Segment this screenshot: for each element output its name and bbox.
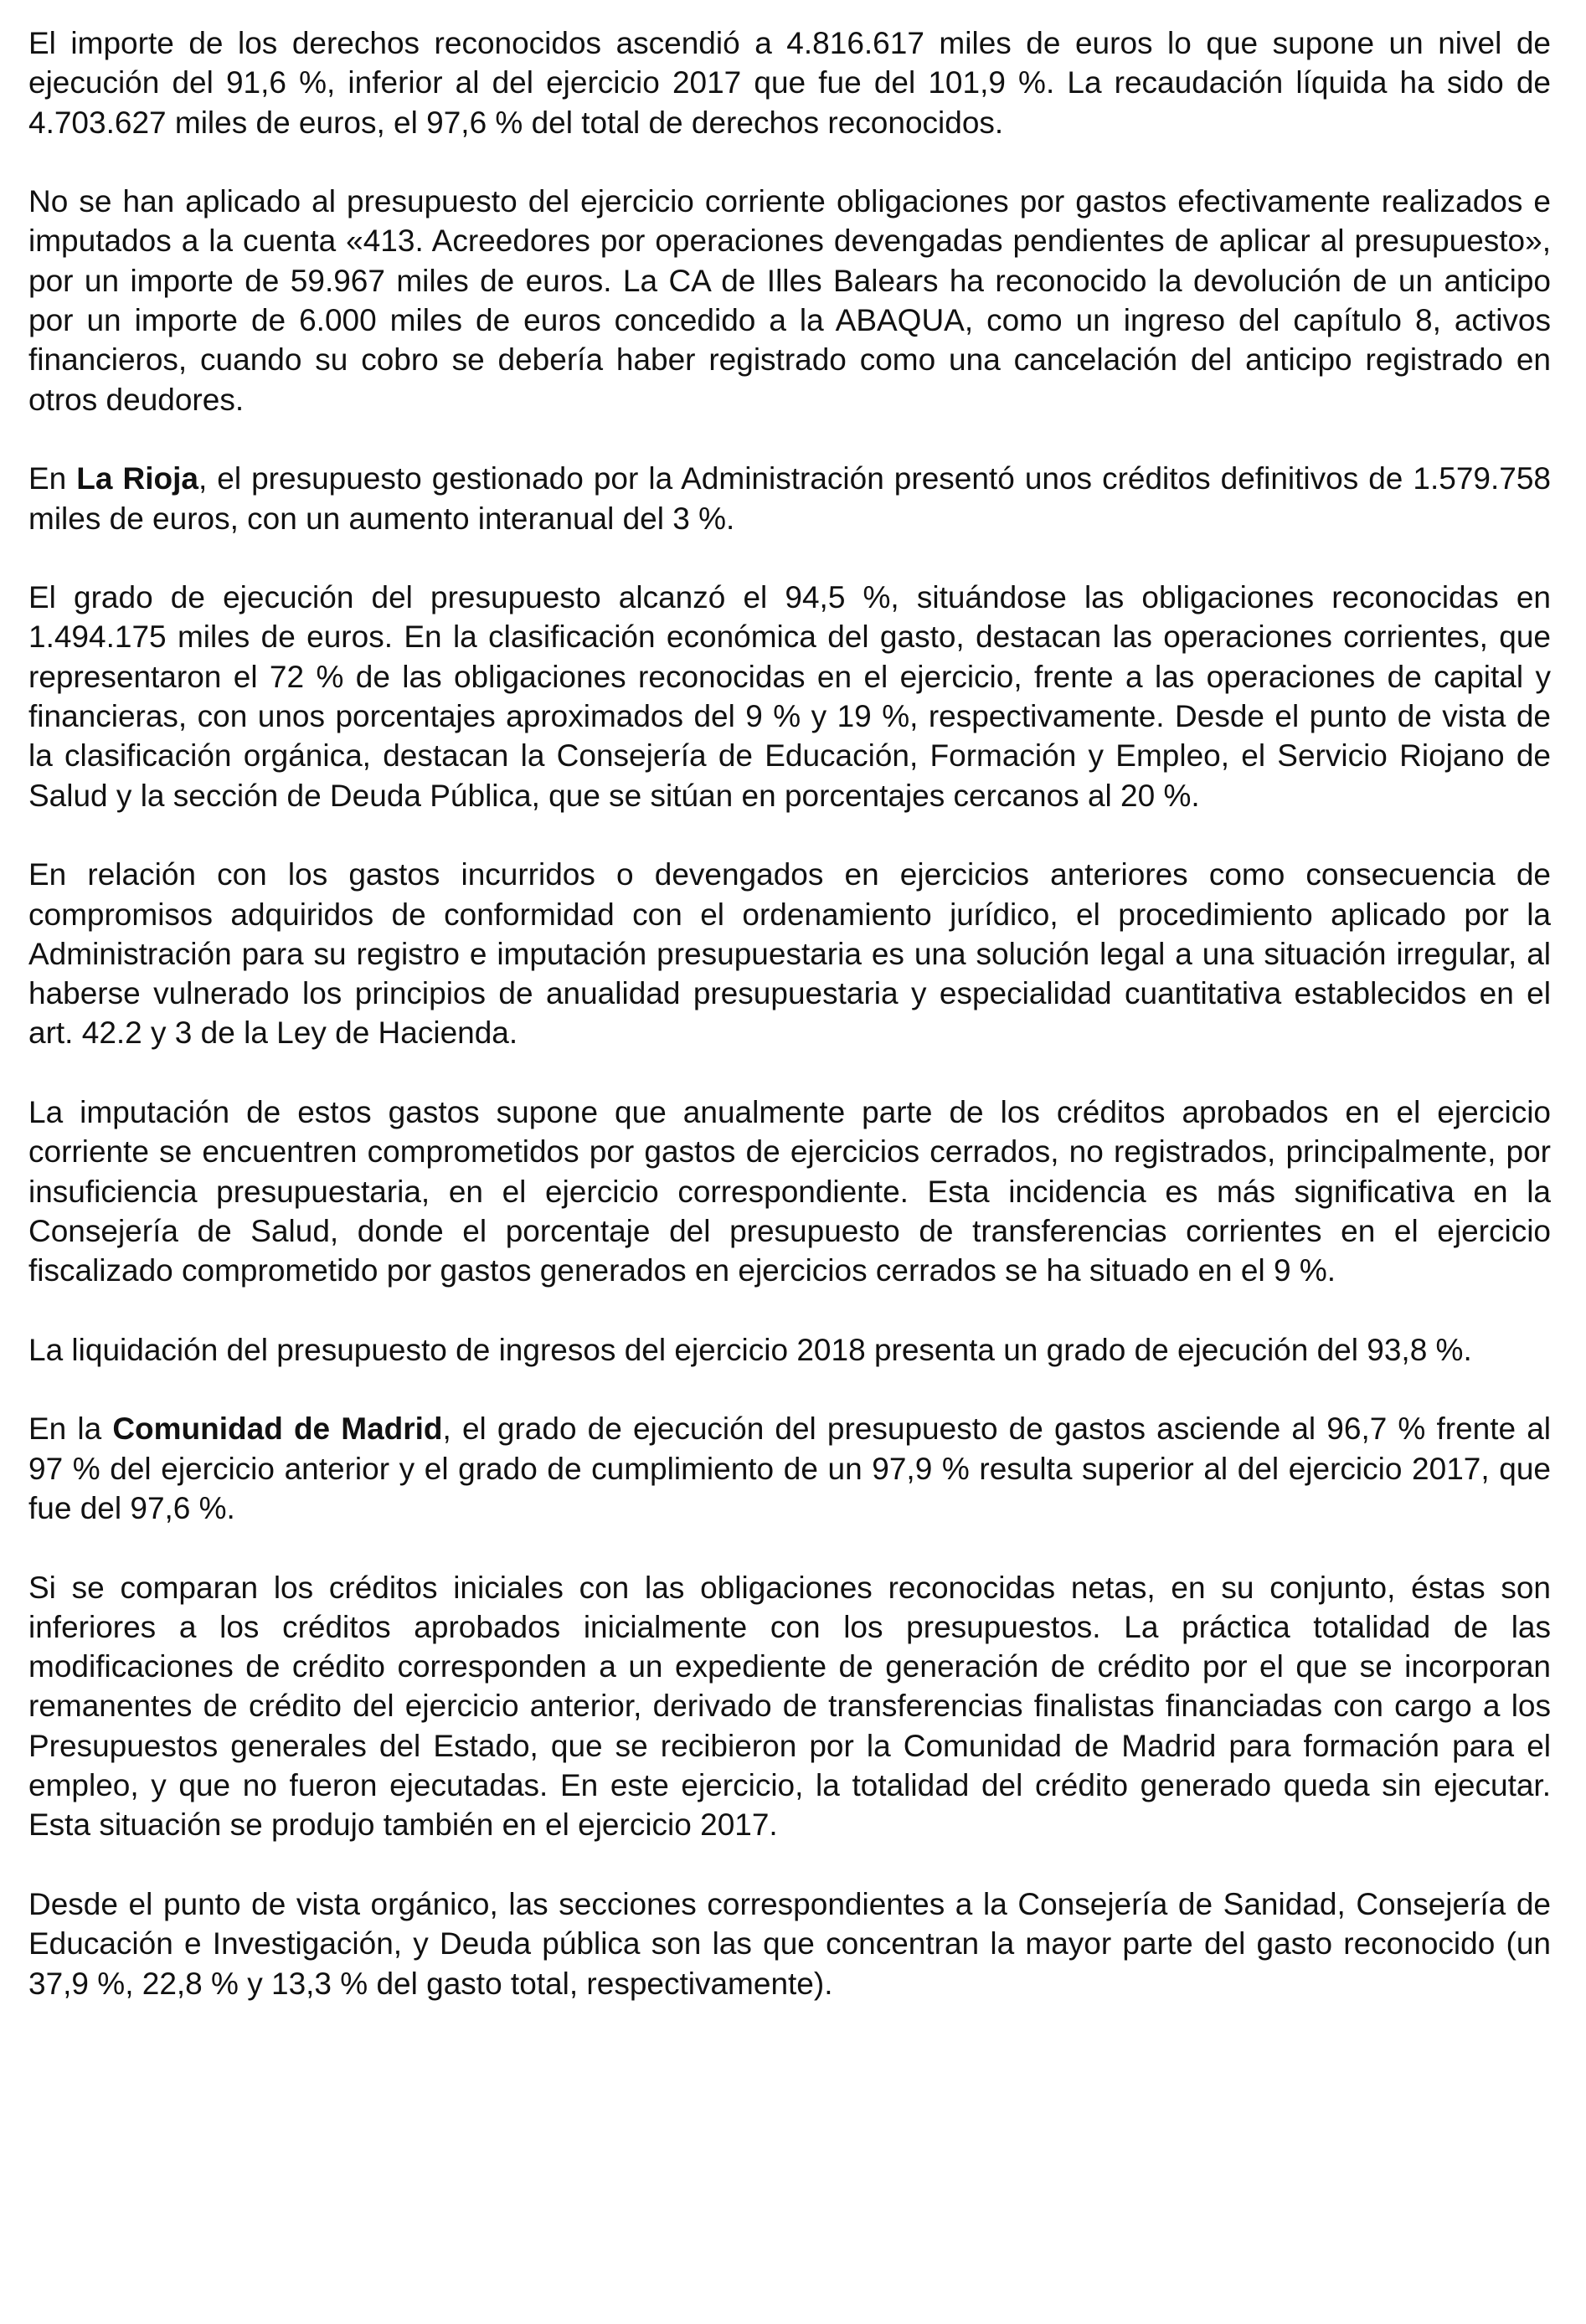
paragraph-cuenta-413 (28, 182, 1551, 419)
paragraph-grado-ejecucion (28, 578, 1551, 815)
paragraph-prefix: En (28, 461, 77, 496)
paragraph-text: Si se comparan los créditos iniciales con las obligaciones reconocidas netas, en su conjunto, éstas son inferiores a los créditos aprobados inicialmente con los presupuestos. La práctica totalidad de las modificaciones de crédito corresponden a un expediente de generación de crédito por el que se incorporan remanentes de crédito del ejercicio anterior, derivado de transferencias finalistas financiadas con cargo a los Presupuestos generales del Estado, que se recibieron por la Comunidad de Madrid para formación para el empleo, y que no fueron ejecutadas. En este ejercicio, la totalidad del crédito generado queda sin ejecutar. Esta situación se produjo también en el ejercicio 2017. (28, 1570, 1551, 1843)
paragraph-liquidacion-ingresos (28, 1330, 1551, 1370)
paragraph-text: La imputación de estos gastos supone que anualmente parte de los créditos aprobados en el ejercicio corriente se encuentren comprometidos por gastos de ejercicios cerrados, no registrados, principalmente, por insuficiencia presupuestaria, en el ejercicio correspondiente. Esta incidencia es más significativa en la Consejería de Salud, donde el porcentaje del presupuesto de transferencias corrientes en el ejercicio fiscalizado comprometido por gastos generados en ejercicios cerrados se ha situado en el 9 %. (28, 1095, 1551, 1288)
document-body (28, 23, 1551, 2003)
region-name-comunidad-madrid: Comunidad de Madrid (112, 1411, 443, 1447)
paragraph-text: , el grado de ejecución del presupuesto de gastos asciende al 96,7 % frente al 97 % del ejercicio anterior y el grado de cumplimiento de un 97,9 % resulta superior al del ejercicio 2017, que fue del 97,6 %. (28, 1411, 1552, 1525)
paragraph-comunidad-madrid (28, 1409, 1551, 1528)
paragraph-text: En relación con los gastos incurridos o devengados en ejercicios anteriores como consecuencia de compromisos adquiridos de conformidad con el ordenamiento jurídico, el procedimiento aplicado por la Administración para su registro e imputación presupuestaria es una solución legal a una situación irregular, al haberse vulnerado los principios de anualidad presupuestaria y especialidad cuantitativa establecidos en el art. 42.2 y 3 de la Ley de Hacienda. (28, 857, 1551, 1051)
paragraph-imputacion-gastos (28, 1093, 1551, 1290)
paragraph-creditos-iniciales (28, 1568, 1551, 1845)
paragraph-gastos-ejercicios-anteriores (28, 855, 1551, 1052)
paragraph-text: El grado de ejecución del presupuesto alcanzó el 94,5 %, situándose las obligaciones reconocidas en 1.494.175 miles de euros. En la clasificación económica del gasto, destacan las operaciones corrientes, que representaron el 72 % de las obligaciones reconocidas en el ejercicio, frente a las operaciones de capital y financieras, con unos porcentajes aproximados del 9 % y 19 %, respectivamente. Desde el punto de vista de la clasificación orgánica, destacan la Consejería de Educación, Formación y Empleo, el Servicio Riojano de Salud y la sección de Deuda Pública, que se sitúan en porcentajes cercanos al 20 %. (28, 580, 1551, 813)
paragraph-text: La liquidación del presupuesto de ingresos del ejercicio 2018 presenta un grado de ejecución del 93,8 %. (28, 1332, 1472, 1367)
region-name-la-rioja: La Rioja (76, 461, 198, 496)
paragraph-punto-vista-organico (28, 1884, 1551, 2003)
paragraph-text: , el presupuesto gestionado por la Administración presentó unos créditos definitivos de 1.579.758 miles de euros, con un aumento interanual del 3 %. (28, 461, 1551, 536)
paragraph-prefix: En la (28, 1411, 113, 1447)
paragraph-text: No se han aplicado al presupuesto del ejercicio corriente obligaciones por gastos efectivamente realizados e imputados a la cuenta «413. Acreedores por operaciones devengadas pendientes de aplicar al presupuesto», por un importe de 59.967 miles de euros. La CA de Illes Balears ha reconocido la devolución de un anticipo por un importe de 6.000 miles de euros concedido a la ABAQUA, como un ingreso del capítulo 8, activos financieros, cuando su cobro se debería haber registrado como una cancelación del anticipo registrado en otros deudores. (28, 184, 1551, 417)
paragraph-text: El importe de los derechos reconocidos ascendió a 4.816.617 miles de euros lo que supone un nivel de ejecución del 91,6 %, inferior al del ejercicio 2017 que fue del 101,9 %. La recaudación líquida ha sido de 4.703.627 miles de euros, el 97,6 % del total de derechos reconocidos. (28, 26, 1551, 140)
paragraph-derechos-reconocidos (28, 23, 1551, 142)
paragraph-text: Desde el punto de vista orgánico, las secciones correspondientes a la Consejería de Sanidad, Consejería de Educación e Investigación, y Deuda pública son las que concentran la mayor parte del gasto reconocido (un 37,9 %, 22,8 % y 13,3 % del gasto total, respectivamente). (28, 1886, 1551, 2001)
paragraph-la-rioja (28, 459, 1551, 538)
